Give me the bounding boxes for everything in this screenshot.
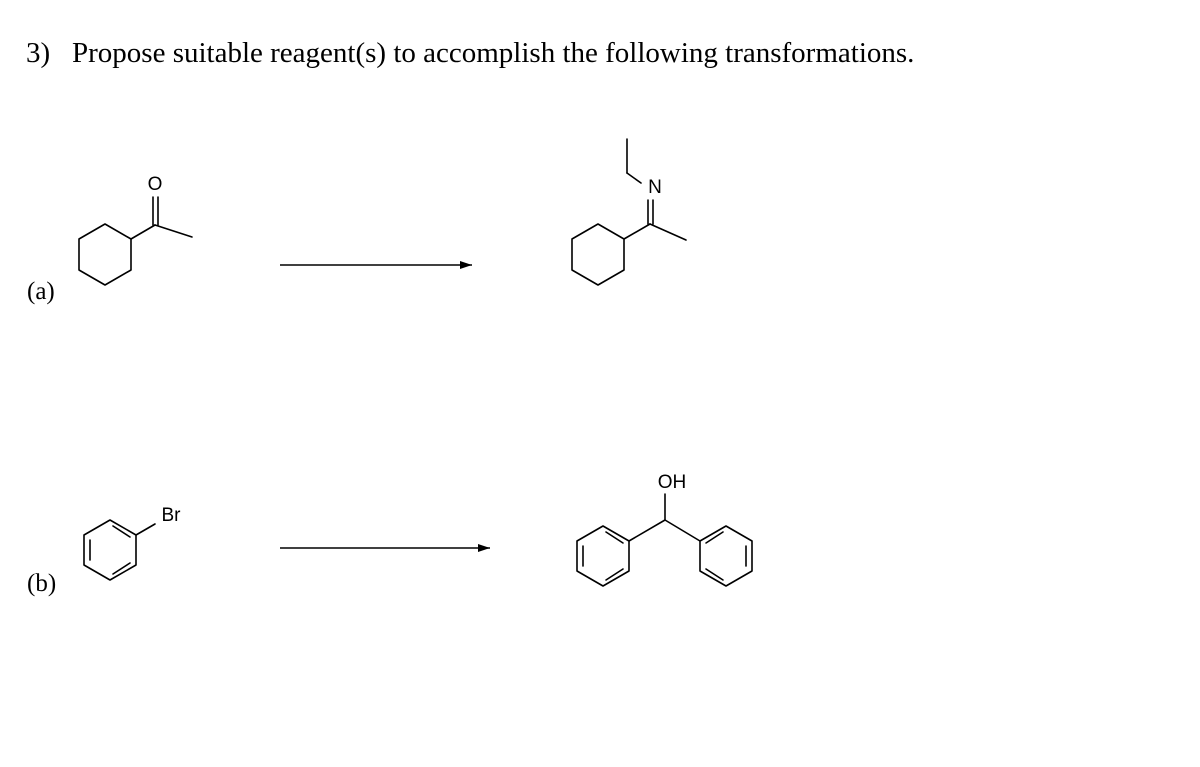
benzene-ring-left (577, 526, 629, 586)
hydroxyl-group-label: OH (657, 472, 687, 493)
part-b-label: (b) (27, 570, 57, 597)
part-a-product-structure (572, 139, 686, 285)
question-text: Propose suitable reagent(s) to accomplish the following transformations. (72, 37, 915, 69)
nitrogen-atom-label: N (648, 177, 662, 198)
oxygen-atom-label: O (147, 174, 163, 195)
benzene-ring-right (700, 526, 752, 586)
part-a-reactant-structure (79, 197, 192, 285)
cyclohexane-ring (572, 224, 624, 285)
question-number: 3) (26, 37, 51, 69)
bromine-atom-label: Br (161, 505, 181, 526)
cyclohexane-ring (79, 224, 131, 285)
part-a-label: (a) (27, 278, 55, 305)
part-b-reactant-structure (84, 520, 155, 580)
part-b-product-structure (577, 494, 752, 586)
benzene-ring (84, 520, 136, 580)
